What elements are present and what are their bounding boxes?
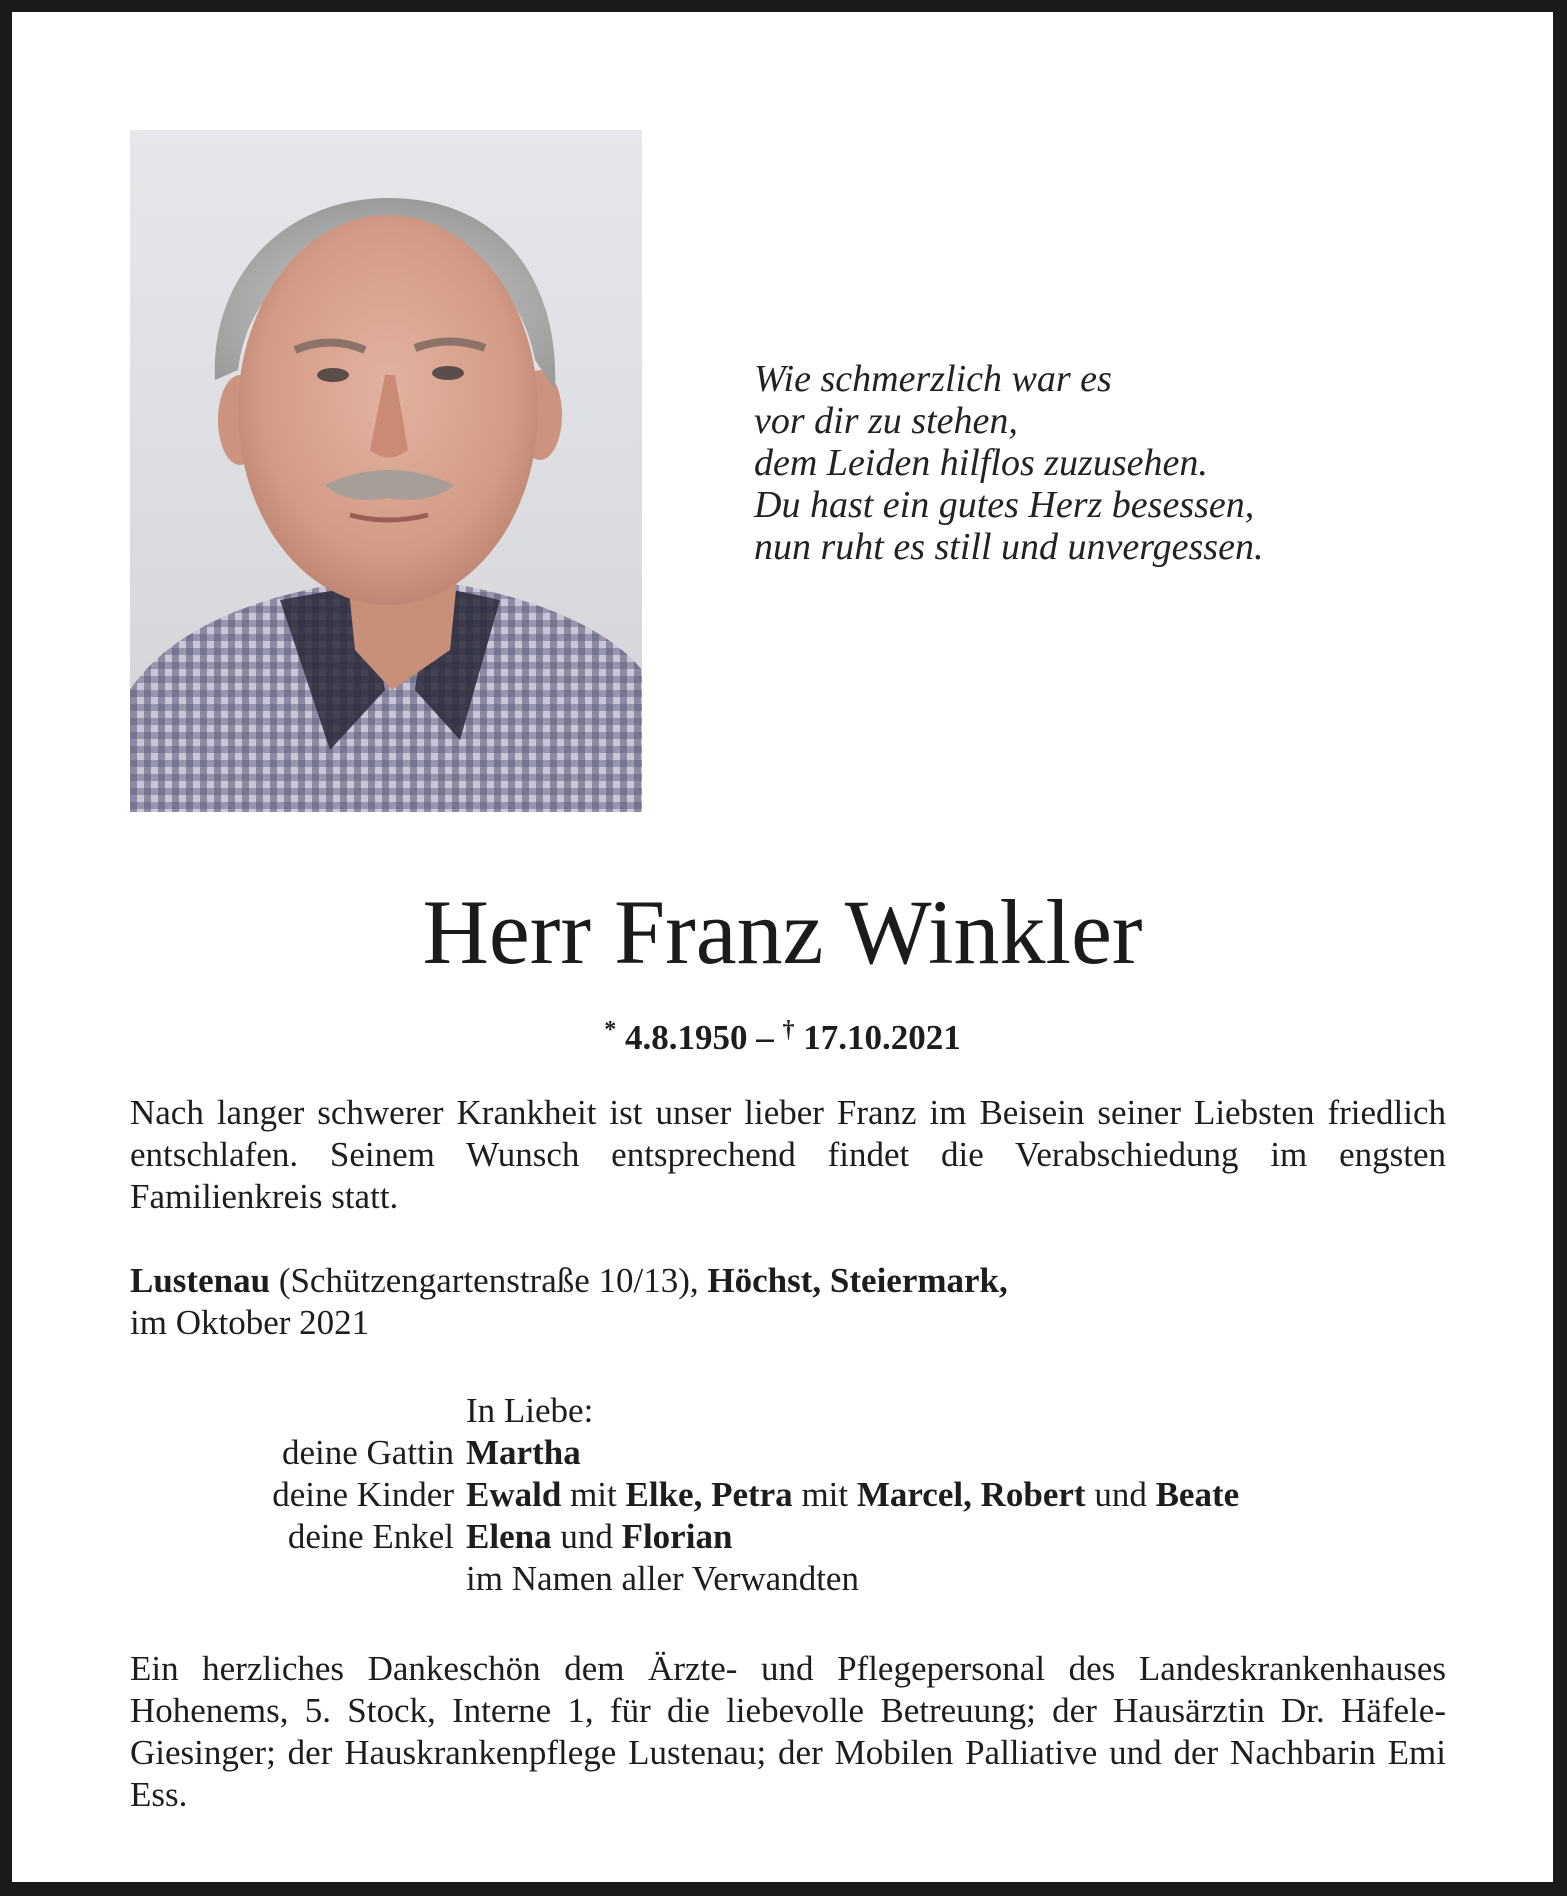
poem-line: dem Leiden hilflos zuzusehen. (754, 442, 1208, 484)
location-date: im Oktober 2021 (130, 1303, 370, 1342)
memorial-poem (754, 358, 1394, 568)
relatives-note: im Namen aller Verwandten (466, 1559, 859, 1598)
family-intro: In Liebe: (466, 1391, 594, 1430)
family-connector: und (551, 1517, 622, 1556)
announcement-text: Nach langer schwerer Krankheit ist unser lieber Franz im Beisein seiner Liebsten friedlich entschlafen. Seinem Wunsch entsprechend findet die Verabschiedung im engsten Familienkreis statt. (130, 1093, 1446, 1216)
family-connector: mit (792, 1475, 857, 1514)
portrait-photo (130, 130, 642, 812)
family-row-relatives (130, 1558, 1446, 1600)
family-row-grandchildren (130, 1516, 1446, 1558)
life-dates (12, 1008, 1553, 1060)
location-line (130, 1260, 1446, 1302)
family-block (130, 1390, 1446, 1600)
family-name: Beate (1155, 1475, 1240, 1514)
address: (Schützengartenstraße 10/13), (270, 1261, 708, 1300)
date-separator: – (747, 1018, 783, 1057)
grandchildren-names (466, 1516, 1446, 1558)
place-hoechst: Höchst, Steiermark, (707, 1261, 1008, 1300)
family-name: Ewald (466, 1475, 562, 1514)
family-intro-row (130, 1390, 1446, 1432)
birth-date: 4.8.1950 (625, 1018, 748, 1057)
deceased-name: Herr Franz Winkler (422, 881, 1143, 983)
death-symbol: † (782, 1017, 795, 1043)
poem-line: vor dir zu stehen, (754, 400, 1018, 442)
family-connector: mit (561, 1475, 626, 1514)
birth-symbol: * (604, 1017, 617, 1043)
children-names (466, 1474, 1446, 1516)
role-label: deine Gattin (281, 1433, 454, 1472)
family-name: Elena (466, 1517, 552, 1556)
family-name: Marcel, Robert (856, 1475, 1086, 1514)
portrait-image (130, 130, 642, 812)
poem-line: nun ruht es still und unvergessen. (754, 526, 1264, 568)
role-label: deine Enkel (287, 1517, 454, 1556)
death-date: 17.10.2021 (803, 1018, 961, 1057)
obituary-card (12, 12, 1553, 1882)
role-label: deine Kinder (272, 1475, 454, 1514)
family-name: Elke, Petra (625, 1475, 793, 1514)
family-name: Florian (621, 1517, 733, 1556)
place-lustenau: Lustenau (130, 1261, 271, 1300)
family-row-children (130, 1474, 1446, 1516)
poem-line: Wie schmerzlich war es (754, 358, 1112, 400)
family-connector: und (1085, 1475, 1156, 1514)
thanks-text: Ein herzliches Dankeschön dem Ärzte- und Pflegepersonal des Landeskrankenhauses Hohenems, 5. Stock, Interne 1, für die liebevolle Betreuung; der Hausärztin Dr. Häfele-Giesinger; der Hauskrankenpflege Lustenau; der Mobilen Palliative und der Nachbarin Emi Ess. (130, 1649, 1446, 1814)
location-block (130, 1260, 1446, 1344)
family-row-spouse (130, 1432, 1446, 1474)
spouse-name: Martha (466, 1433, 581, 1472)
poem-line: Du hast ein gutes Herz besessen, (754, 484, 1255, 526)
